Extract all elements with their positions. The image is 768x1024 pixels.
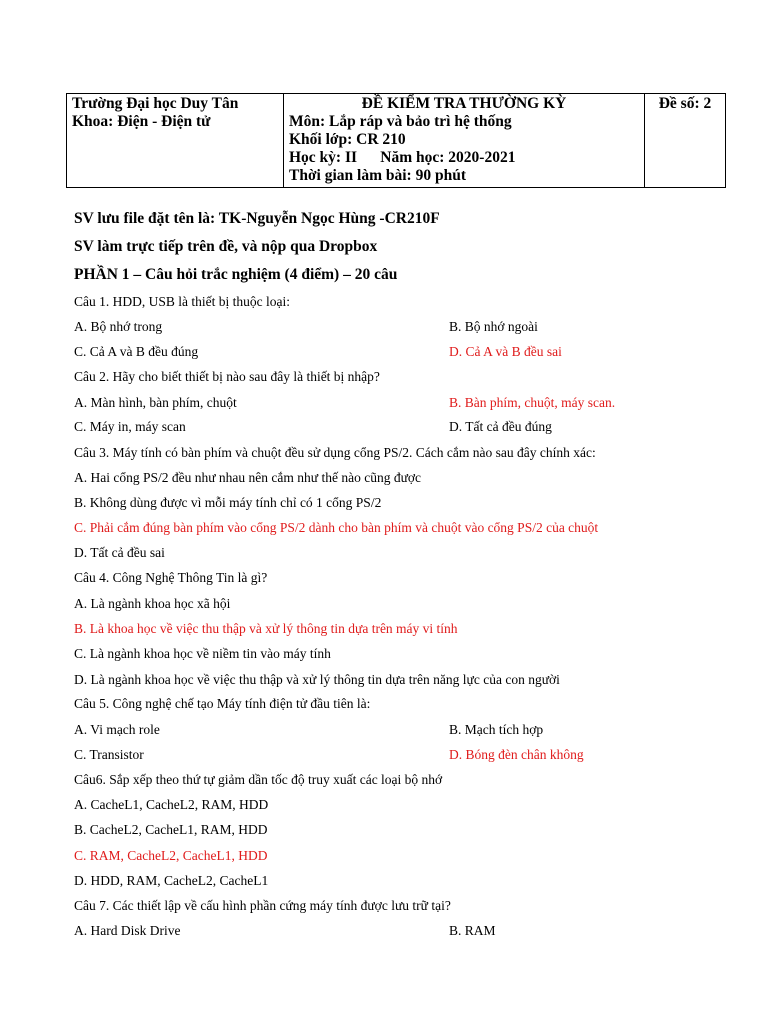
- question-6-option-b: B. CacheL2, CacheL1, RAM, HDD: [74, 822, 268, 837]
- question-2-option-c: C. Máy in, máy scan: [74, 419, 186, 434]
- question-2-option-a: A. Màn hình, bàn phím, chuột: [74, 395, 237, 410]
- question-5: Câu 5. Công nghệ chế tạo Máy tính điện tử đầu tiên là:: [74, 696, 371, 711]
- faculty-name: Khoa: Điện - Điện tử: [72, 113, 211, 130]
- question-2: Câu 2. Hãy cho biết thiết bị nào sau đây là thiết bị nhập?: [74, 369, 380, 384]
- question-7: Câu 7. Các thiết lập về cấu hình phần cứng máy tính được lưu trữ tại?: [74, 898, 451, 913]
- question-5-option-d: D. Bóng đèn chân không: [449, 747, 584, 762]
- question-2-option-d: D. Tất cả đều đúng: [449, 419, 552, 434]
- question-3-option-c: C. Phải cắm đúng bàn phím vào cổng PS/2 dành cho bàn phím và chuột vào cổng PS/2 của chuột: [74, 520, 599, 535]
- class-line: Khối lớp: CR 210: [289, 131, 406, 148]
- question-5-option-a: A. Vi mạch role: [74, 722, 160, 737]
- question-1: Câu 1. HDD, USB là thiết bị thuộc loại:: [74, 294, 290, 309]
- question-3-option-b: B. Không dùng được vì mỗi máy tính chỉ có 1 cổng PS/2: [74, 495, 382, 510]
- question-5-option-c: C. Transistor: [74, 747, 144, 762]
- exam-title: ĐỀ KIỂM TRA THƯỜNG KỲ: [361, 95, 567, 112]
- question-6-option-a: A. CacheL1, CacheL2, RAM, HDD: [74, 797, 269, 812]
- question-4-option-b: B. Là khoa học về việc thu thập và xử lý thông tin dựa trên máy vi tính: [74, 621, 458, 636]
- semester-line: Học kỳ: II Năm học: 2020-2021: [289, 149, 516, 166]
- exam-info-cell: [284, 94, 645, 188]
- question-3: Câu 3. Máy tính có bàn phím và chuột đều sử dụng cổng PS/2. Cách cắm nào sau đây chính xác:: [74, 445, 596, 460]
- school-name: Trường Đại học Duy Tân: [72, 95, 239, 112]
- duration-line: Thời gian làm bài: 90 phút: [289, 167, 466, 184]
- question-6: Câu6. Sắp xếp theo thứ tự giảm dần tốc độ truy xuất các loại bộ nhớ: [74, 772, 443, 787]
- submission-instruction: SV làm trực tiếp trên đề, và nộp qua Dropbox: [74, 238, 378, 255]
- question-1-option-c: C. Cả A và B đều đúng: [74, 344, 199, 359]
- question-2-option-b: B. Bàn phím, chuột, máy scan.: [449, 395, 616, 410]
- question-4: Câu 4. Công Nghệ Thông Tin là gì?: [74, 570, 268, 585]
- question-4-option-a: A. Là ngành khoa học xã hội: [74, 596, 231, 611]
- exam-number-cell: [645, 94, 726, 188]
- question-4-option-d: D. Là ngành khoa học về việc thu thập và xử lý thông tin dựa trên năng lực của con người: [74, 672, 560, 687]
- file-name-instruction: SV lưu file đặt tên là: TK-Nguyễn Ngọc Hùng -CR210F: [74, 210, 440, 227]
- question-7-option-a: A. Hard Disk Drive: [74, 923, 181, 938]
- subject-line: Môn: Lắp ráp và bảo trì hệ thống: [289, 113, 512, 130]
- question-3-option-a: A. Hai cổng PS/2 đều như nhau nên cắm như thế nào cũng được: [74, 470, 422, 485]
- question-6-option-d: D. HDD, RAM, CacheL2, CacheL1: [74, 873, 269, 888]
- exam-header-table: [66, 93, 726, 188]
- question-6-option-c: C. RAM, CacheL2, CacheL1, HDD: [74, 848, 268, 863]
- question-4-option-c: C. Là ngành khoa học về niềm tin vào máy tính: [74, 646, 331, 661]
- question-1-option-a: A. Bộ nhớ trong: [74, 319, 163, 334]
- school-cell: [67, 94, 284, 188]
- question-1-option-d: D. Cả A và B đều sai: [449, 344, 562, 359]
- question-1-option-b: B. Bộ nhớ ngoài: [449, 319, 538, 334]
- exam-number: Đề số: 2: [658, 95, 712, 112]
- section-title: PHẦN 1 – Câu hỏi trắc nghiệm (4 điểm) – 20 câu: [74, 266, 398, 283]
- question-5-option-b: B. Mạch tích hợp: [449, 722, 544, 737]
- question-7-option-b: B. RAM: [449, 923, 496, 938]
- question-3-option-d: D. Tất cả đều sai: [74, 545, 165, 560]
